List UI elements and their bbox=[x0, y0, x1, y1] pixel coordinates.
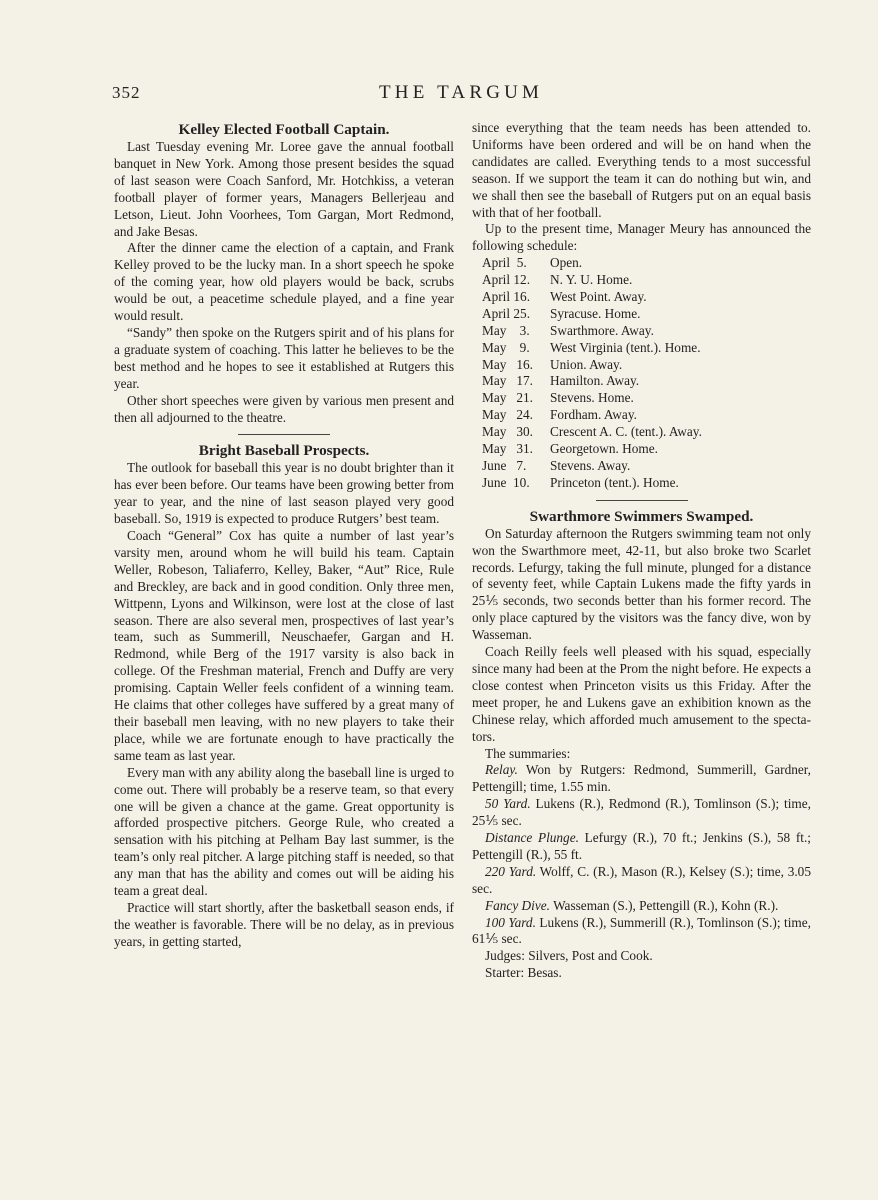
publication-title: THE TARGUM bbox=[379, 82, 544, 103]
page-number: 352 bbox=[112, 83, 141, 102]
summary-line bbox=[472, 762, 811, 796]
schedule-date: May 16. bbox=[482, 356, 533, 372]
baseball-paragraph: The outlook for baseball this year is no doubt brighter than it has ever been before. Our teams have been growing better from year to year, and the nine of last season played very good baseball. So, 1919 is expected to produce Rutgers’ best team. bbox=[114, 460, 454, 527]
summary-line bbox=[472, 864, 811, 898]
schedule-row bbox=[482, 441, 811, 458]
schedule-row bbox=[482, 357, 811, 374]
summary-event: 100 Yard. bbox=[485, 914, 536, 930]
swimming-paragraph: Coach Reilly feels well pleased with his squad, especially since many had been at the Prom the night before. He expects a close contest when Princeton visits us this Friday. After the meet proper, he and Lukens gave an exhibition known as the Chinese relay, which afforded much amusement to the spectators. bbox=[472, 644, 811, 744]
schedule-date: May 3. bbox=[482, 322, 530, 338]
schedule-date: June 7. bbox=[482, 457, 527, 473]
summary-event: Distance Plunge. bbox=[485, 830, 579, 846]
schedule-row bbox=[482, 458, 811, 475]
baseball-paragraph: Every man with any ability along the baseball line is urged to come out. There will probably be a reserve team, so that every one will be given a chance at the game. Great opportunity is afforded prospective pitchers. George Rule, who created a sensation with his pitching at Pelham Bay last summer, is the team’s only real pitcher. A large pitching staff is needed, so that any man that has the ability and comes out will be aiding his team a great deal. bbox=[114, 764, 454, 899]
schedule-date: May 9. bbox=[482, 339, 530, 355]
summary-event: Relay. bbox=[485, 762, 518, 778]
judges-line: Judges: Silvers, Post and Cook. bbox=[485, 948, 653, 964]
summary-event: 50 Yard. bbox=[485, 796, 531, 812]
summary-result: Wolff, C. (R.), Mason (R.), Kelsey (S.); time, 3.05 sec. bbox=[472, 863, 811, 896]
summary-line bbox=[472, 796, 811, 830]
kelley-paragraph: After the dinner came the election of a captain, and Frank Kelley proved to be the lucky man. In a short speech he spoke of the coming year, how old players would be back, scrubs would be out, a peacetime schedule played, and a fine year would result. bbox=[114, 240, 454, 324]
baseball-paragraph-continued: Up to the present time, Manager Meury has announced the following schedule: bbox=[472, 221, 811, 254]
schedule-row bbox=[482, 272, 811, 289]
article-title-swimming: Swarthmore Swimmers Swamped. bbox=[529, 507, 754, 525]
schedule-opponent: Hamilton. Away. bbox=[550, 373, 640, 389]
schedule-opponent: West Virginia (tent.). Home. bbox=[550, 339, 701, 355]
kelley-paragraph: “Sandy” then spoke on the Rutgers spirit and of his plans for a graduate system of coaching. This latter he believes to be the best method and he hopes to see it established at Rutgers this year. bbox=[114, 324, 454, 391]
schedule-date: June 10. bbox=[482, 474, 530, 490]
summary-result: Won by Rutgers: Redmond, Summerill, Gardner, Pettengill; time, 1.55 min. bbox=[472, 762, 811, 795]
schedule-opponent: Swarthmore. Away. bbox=[550, 322, 654, 338]
baseball-paragraph: Coach “General” Cox has quite a number of last year’s varsity men, around whom he will build his team. Captain Weller, Robeson, Taliaferro, Kelley, Baker, “Aut” Rice, Rule and Breckley, are back and in good condition. Only three men, Wittpenn, Lyons and Wilkinson, were lost at the close of last season. There are also several men, prospectives of last year’s team, such as Summerill, Neuschaefer, Gargan and H. Redmond, while Berg of the 1917 varsity is also back in college. Of the Freshman material, French and Duffy are very promising. Captain Weller feels confident of a winning team. He claims that other colleges have suffered by a great many of their baseball men leaving, with no new players to take their place, while we are fortunate enough to have practically the same team as last year. bbox=[114, 528, 454, 763]
baseball-schedule bbox=[482, 255, 811, 491]
schedule-opponent: Syracuse. Home. bbox=[550, 305, 641, 321]
summary-line bbox=[472, 915, 811, 949]
schedule-date: May 17. bbox=[482, 373, 533, 389]
article-divider bbox=[596, 500, 688, 501]
schedule-date: April 25. bbox=[482, 305, 531, 321]
schedule-opponent: Stevens. Away. bbox=[550, 457, 631, 473]
right-column bbox=[472, 120, 811, 982]
schedule-opponent: N. Y. U. Home. bbox=[550, 272, 633, 288]
starter-line: Starter: Besas. bbox=[485, 965, 562, 981]
summary-event: Fancy Dive. bbox=[485, 897, 550, 913]
summary-event: 220 Yard. bbox=[485, 863, 537, 879]
baseball-paragraph-continued: since everything that the team needs has been attended to. Uniforms have been ordered and will be on hand when the candidates are called. Everything tends to a most successful season. If we support the team it can do nothing but win, and we shall then see the baseball of Rutgers put on an equal basis with that of her football. bbox=[472, 120, 811, 220]
schedule-date: May 31. bbox=[482, 441, 533, 457]
summary-result: Wasseman (S.), Pettengill (R.), Kohn (R.). bbox=[549, 897, 779, 913]
schedule-date: April 16. bbox=[482, 289, 531, 305]
schedule-opponent: Georgetown. Home. bbox=[550, 441, 658, 457]
swimming-paragraph: On Saturday afternoon the Rutgers swimming team not only won the Swarthmore meet, 42-11, but also broke two Scarlet records. Lefurgy, taking the full minute, plunged for a distance of seventy feet, while Captain Lukens made the fifty yards in 25⅕ seconds, two seconds better than his former record. The only place captured by the visitors was the fancy dive, won by Wasseman. bbox=[472, 525, 811, 643]
schedule-row bbox=[482, 323, 811, 340]
schedule-date: May 30. bbox=[482, 424, 533, 440]
schedule-opponent: Union. Away. bbox=[550, 356, 623, 372]
schedule-opponent: Stevens. Home. bbox=[550, 390, 634, 406]
article-divider bbox=[238, 434, 330, 435]
schedule-date: May 21. bbox=[482, 390, 533, 406]
schedule-row bbox=[482, 289, 811, 306]
left-column bbox=[114, 120, 454, 951]
schedule-opponent: Open. bbox=[550, 255, 583, 271]
schedule-opponent: Crescent A. C. (tent.). Away. bbox=[550, 424, 702, 440]
schedule-row bbox=[482, 390, 811, 407]
schedule-row bbox=[482, 306, 811, 323]
schedule-date: May 24. bbox=[482, 407, 533, 423]
summary-line bbox=[472, 830, 811, 864]
summary-result: Lukens (R.), Summerill (R.), Tomlinson (S.); time, 61⅕ sec. bbox=[472, 914, 811, 947]
summary-result: Lefurgy (R.), 70 ft.; Jenkins (S.), 58 ft.; Pettengill (R.), 55 ft. bbox=[472, 830, 811, 862]
schedule-row bbox=[482, 424, 811, 441]
summary-result: Lukens (R.), Redmond (R.), Tomlinson (S.); time, 25⅕ sec. bbox=[472, 796, 811, 829]
swimming-paragraph: The summaries: bbox=[485, 745, 571, 761]
schedule-opponent: Princeton (tent.). Home. bbox=[550, 474, 679, 490]
schedule-row bbox=[482, 475, 811, 492]
schedule-opponent: Fordham. Away. bbox=[550, 407, 637, 423]
baseball-paragraph: Practice will start shortly, after the basketball season ends, if the weather is favorable. There will be no delay, as in previous years, in getting started, bbox=[114, 899, 454, 949]
schedule-opponent: West Point. Away. bbox=[550, 289, 647, 305]
schedule-row bbox=[482, 407, 811, 424]
article-title-kelley: Kelley Elected Football Captain. bbox=[178, 121, 390, 138]
schedule-date: April 5. bbox=[482, 255, 527, 271]
schedule-row bbox=[482, 255, 811, 272]
schedule-row bbox=[482, 373, 811, 390]
kelley-paragraph: Last Tuesday evening Mr. Loree gave the annual football banquet in New York. Among those present besides the squad of last season were Coach Sanford, Mr. Hotchkiss, a veteran football player of former years, Managers Bellerjeau and Letson, Lieut. John Voorhees, Tom Gargan, Mort Redmond, and Jake Besas. bbox=[114, 139, 454, 239]
summary-line bbox=[472, 898, 811, 915]
schedule-row bbox=[482, 340, 811, 357]
kelley-paragraph: Other short speeches were given by various men present and then all adjourned to the theatre. bbox=[114, 392, 454, 425]
schedule-date: April 12. bbox=[482, 272, 531, 288]
article-title-baseball: Bright Baseball Prospects. bbox=[198, 442, 370, 460]
